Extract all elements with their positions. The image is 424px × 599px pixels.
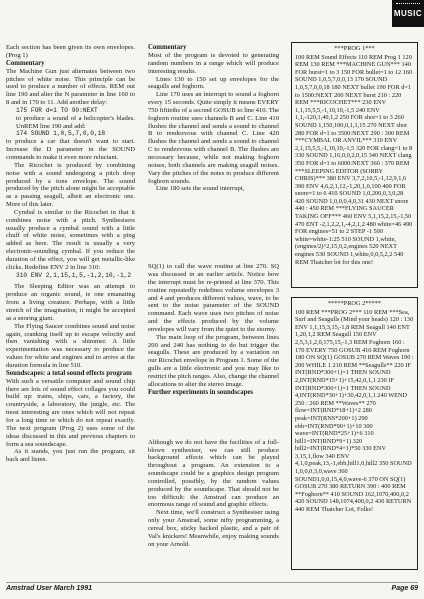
- paragraph: to produce a car that doesn't want to start. Increase the D parameter in the SOUND commands to make it even more reluctant.: [6, 138, 135, 161]
- spacer: [148, 397, 279, 439]
- paragraph: Next time, we'll construct a Synthesiser using only your Amstrad, some nifty programming, a cereal box, sticky backed plastic, and a pair of Val's knickers! Meanwhile, enjoy making sounds on your Arnold.: [148, 509, 279, 548]
- paragraph: The Sleeping Editor was an attempt to produce an organic sound, ie one emanating from a living creature. Perhaps, with a little stretch of the imagination, it might be accepted as a snoring giant.: [6, 283, 135, 322]
- paragraph: Most of the program is devoted to generating random numbers in a range which will produce interesting results.: [148, 52, 279, 75]
- paragraph: The main loop of the program, between lines 200 and 240 has nothing to do but trigger the seagulls. These are produced by a variation on our Ricochet envelope in Program 1. Some of the gulls are a little electronic and you may like to restrict the pitch ranges. Also, change the channel allocations to alter the stereo image.: [148, 333, 279, 388]
- paragraph: Line 170 uses an interrupt to sound a foghorn every 15 seconds. Quite simply it means EVERY 750 fiftieths of a second GOSUB to line 410. The foghorn routine uses channels B and C. Line 410 flushes the channel and sends a sound to channel B to rendezvous with channel C. Line 420 flushes the channel and sends a sound to channel C to rendezvous with channel B. The flushes are necessary because, while not making foghorn noises, both channels are making seagull noises. Vary the pitches of the notes to produce different foghorn sounds.: [148, 91, 280, 185]
- code-line: 175 FOR d=1 TO 90:NEXT: [16, 106, 98, 114]
- paragraph: SQ(1) to call the wave routine at line 270. SQ was discussed in an earlier article. Notice how the interrupt must be re-primed at line 370. This routine repeatedly redefines volume envelopes 3 and 4 and produces different values, wave, to be sent to the noise parameter of the SOUND command. Each wave uses two pitches of noise and the effects produced by the volume envelopes will vary from the quiet to the stormy.: [148, 263, 279, 333]
- section-heading: Further experiments in soundscapes: [148, 388, 254, 396]
- section-tab-label: MUSIC: [393, 9, 423, 18]
- spacer: [148, 193, 279, 263]
- paragraph: The Flying Saucer combines sound and noise again, cranking itself up to escape velocity and then vanishing with a shimmer. A little experimentation was necessary to produce the values for white and engines and to arrive at the duration formula in line 510.: [6, 322, 135, 369]
- article-column-2: [148, 44, 279, 549]
- code-line: 174 SOUND 1,0,5,7,0,0,18: [16, 130, 106, 138]
- footer-rule: [6, 582, 418, 583]
- paragraph: Lines 130 to 150 set up envelopes for the seagulls and foghorn.: [148, 75, 279, 91]
- listing-code: 100 REM Sound Effects 110 REM Prog 1 120 REM 130 REM ***MACHINE GUN*** 140 FOR burst=1 to 3 150 FOR bullet=1 to 12 160 SOUND 1,0,5,7,0,0,13 170 SOUND 1,0,5,7,0,0,18 180 NEXT bullet 190 FOR d=1 to 1500:NEXT 200 NEXT burst 210 : 220 REM ***RICOCHET*** 230 ENV 1,1,15,5,5,-1,10,10,-1,5 240 ENV 1,1,-120,1,40,1,2 250 FOR shot=1 to 3 260 SOUND 1,150,100,0,1,1,15 270 NEXT shot 280 FOR d=1 to 3500:NEXT 290 : 300 REM ***CYMBAL OR ANVIL*** 310 ENV 2,1,15,5,5,-1,10,10,-1,5 320 FOR clang=1 to 8 330 SOUND 1,16,0,0,2,0,15 340 NEXT clang 350 FOR d=1 to 6000:NEXT 360 : 370 REM ***SLEEPING EDITOR (SORRY CHRIS)*** 380 ENV 3,7,2,10,5,-1,12,9,1,6 390 ENV 4,6,2,1,12,-1,20,1,0,100 400 FOR snore=1 to 6 410 SOUND 1,0,200,0,3,0,28 420 SOUND 1,0,0,0,4,0,31 430 NEXT snore 440 : 450 REM ***FLYING SAUCER TAKING OFF*** 460 ENV 5,1,15,2,15,-1,50 470 ENT -2,1,2,2,1,-4,2,1,2 480 white=46 490 FOR engines=51 to 2 STEP -1 500 white=white-1:25 510 SOUND 1,white,(engines/2)^2,15,0,2,engines 520 NEXT engines 530 SOUND 1,white,0,0,5,2,2 540 REM Thatcher lot for this one!: [295, 53, 413, 266]
- code-line: 310 ENV 2,1,15,1,5,-1,2,10,-1,2: [16, 271, 132, 279]
- section-heading: Soundscapes: a total sound effects program: [6, 369, 132, 377]
- listing-title: *****PROG 2*****: [327, 300, 381, 307]
- section-heading: Commentary: [6, 59, 45, 67]
- paragraph: As it stands, you just run the program, sit back and listen.: [6, 448, 135, 464]
- footer-page-number: Page 69: [391, 585, 418, 592]
- paragraph: The Ricochet is produced by combining noise with a sound undergoing a pitch drop produced by a tone envelope. The sound produced by the pitch alone might be acceptable as a passing seagull, albeit an electronic one. More of this later.: [6, 161, 135, 209]
- listing-title: ***PROG 1***: [334, 45, 375, 52]
- tab-dotted-line: [396, 3, 420, 9]
- footer-publication: Amstrad User March 1991: [6, 585, 92, 592]
- article-column-1: [6, 44, 135, 464]
- paragraph: Each section has been given its own envelopes. (Prog 1): [6, 44, 135, 59]
- paragraph: The Machine Gun just alternates between two pitches of white noise. This principle can be used to produce a number of effects. REM out line 190 and alter the N parameter in line 160 to 8 and in 170 to 11. Add another delay:: [6, 67, 135, 107]
- paragraph: Although we do not have the facilities of a full-blown synthesiser, we can still produce background effects which can be played throughout a program. An extension to a soundscape could be a graphics design program controlled, possibly, by the random values produced by the soundscape. That should not be too difficult: the Amstrad can produce an enormous range of sound and graphic effects.: [148, 438, 279, 509]
- program-listing-2: [291, 297, 418, 570]
- paragraph: Cymbal is similar to the Ricochet in that it combines noise with a pitch. Synthesisers usually produce a cymbal sound with a little chuff of white noise, sometimes with a ping added as here. The result is usually a very electronic-sounding cymbal. If you reduce the duration of the effect, you will get metallic-like clicks. Redefine ENV 2 in line 310:: [6, 208, 135, 271]
- section-tab: [392, 0, 424, 27]
- section-heading: Commentary: [148, 44, 187, 51]
- paragraph: Line 180 sets the sound interrupt,: [156, 185, 245, 193]
- paragraph: to produce a sound of a helicopter's blades. UnREM line 190 and add:: [16, 114, 135, 130]
- paragraph: With such a versatile computer and sound chip there are lots of sound effect collages you could build up: trains, ships, cars, a factory, the countryside, a laboratory, the jungle, etc. The most interesting are ones which will not repeat for a long time or which do not repeat exactly. The next program (Prog 2) uses some of the ideas discussed in this and previous chapters to form a sea soundscape.: [6, 377, 135, 448]
- program-listing-1: [291, 42, 418, 288]
- listing-code: 100 REM ***PROG 2*** 110 REM ***Sea, Surf and Seagulls (Mind your heads) 120 : 130 ENV 1,1,15,3,15,-1,8 REM Seagull 140 ENT 1,20,1,2 REM Seagull 150 ENV 2,5,3,1,2,0,175,15,-1,3 REM Foghorn 160 : 170 EVERY 750 GOSUB 410 REM Foghorn 180 ON SQ(1) GOSUB 270 REM Waves 190 : 200 WHILE 1 210 REM **Seagulls** 220 IF INT(RND*300+1)=1 THEN SOUND 2,INT(RND*15+1)+15,42,0,1,1 230 IF INT(RND*300+1)=1 THEN SOUND 4,INT(RND*30+1)+30,42,0,1,1 240 WEND 250 : 260 REM **Waves** 270 flow=INT(RND*18+1)+2 280 peak=INT(RNS*200+1) 290 ebb=INT(RND*90+1)+10 300 wave=INT(RND*25+1)+6 310 hill1=INT(RND*9+1) 320 hill2=INT(RND*4+1)*50 330 ENV 3,15,1,flow 340 ENV 4,1,0,peak,13,-1,ebb,hill1,0,hill2 350 SOUND 1,0,0,0,3,0,wave 360 SOUND1,0,0,15,4,0,wave-6 370 ON SQ(1) GOSUB 270 380 RETURN 390 : 400 REM **Foghorn** 410 SOUND 162,1070,400,0,2 420 SOUND 148,1074,400,0,2 430 RETURN 440 REM Thatcher Lot, Folks!: [295, 308, 414, 514]
